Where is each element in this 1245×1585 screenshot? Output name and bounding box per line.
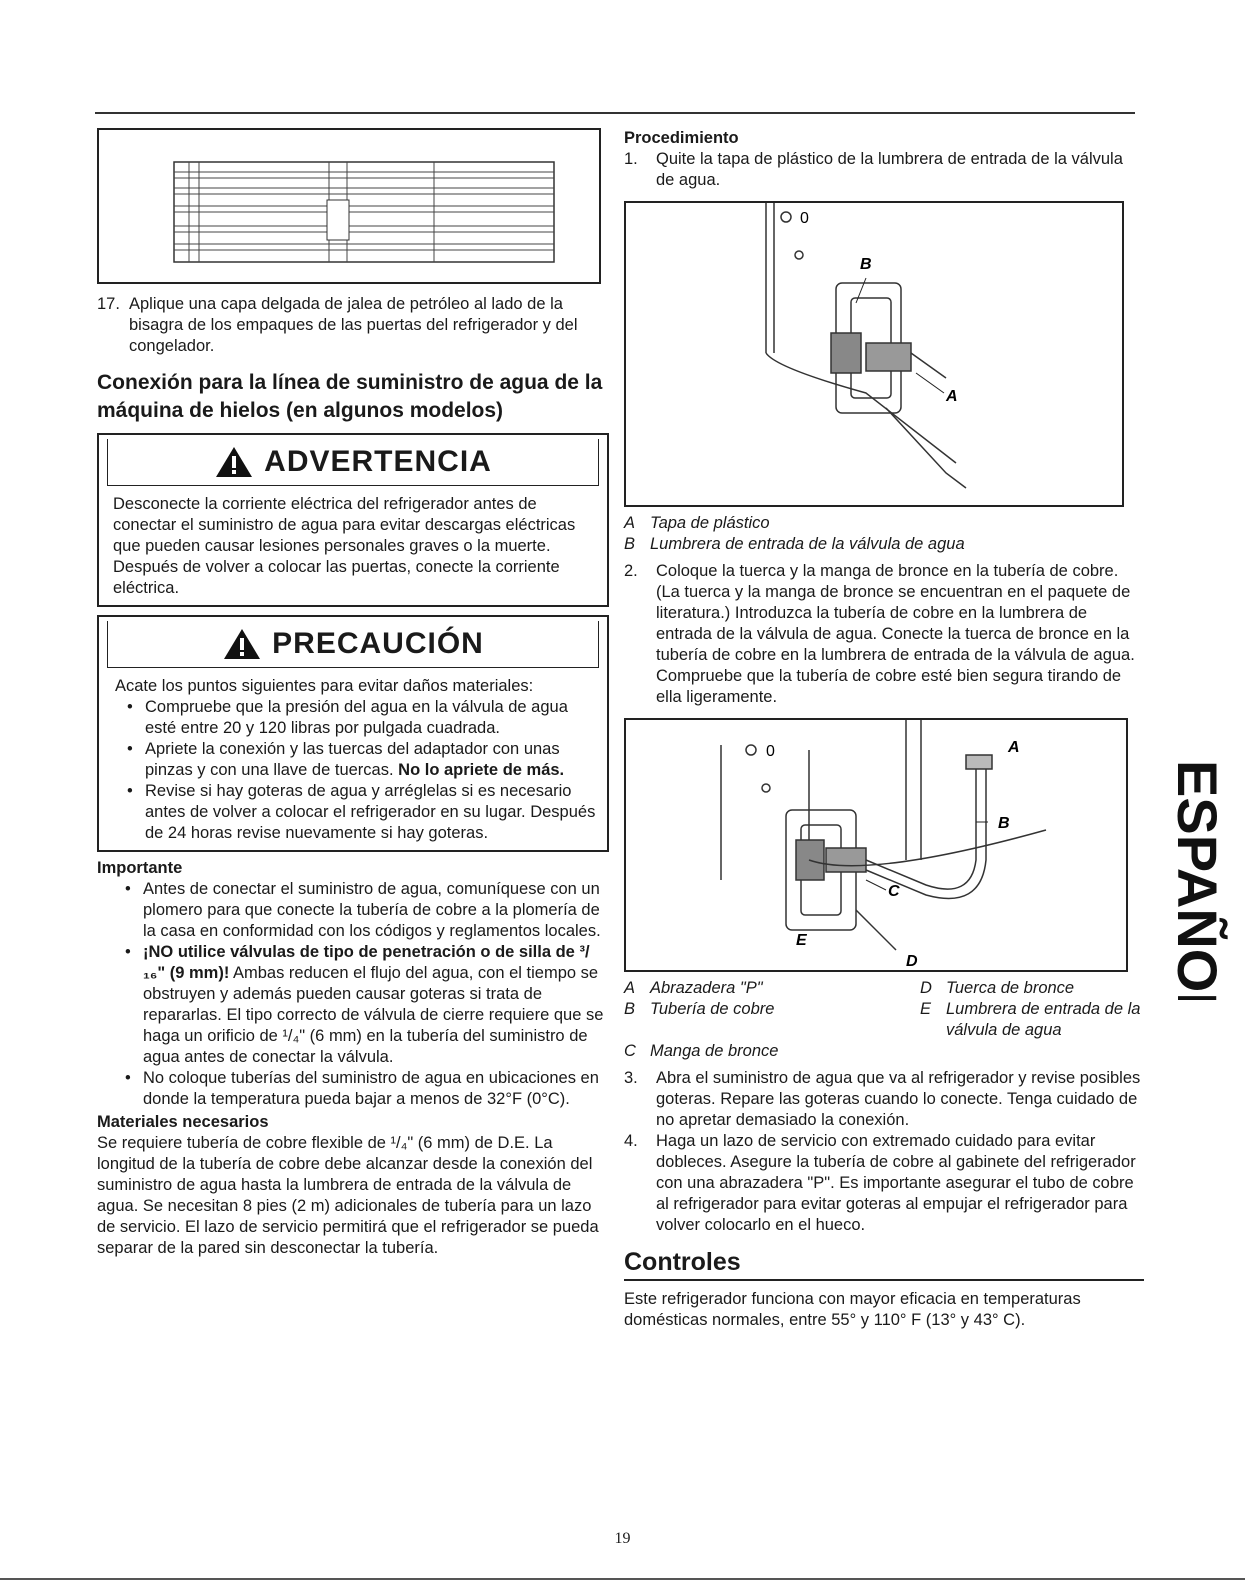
important-item: • Antes de conectar el suministro de agua, comuníquese con un plomero para que conecte la tubería de cobre a la plomería de la casa en conformidad con los códigos y reglamentos locales.	[125, 880, 601, 940]
valve-inlet-figure	[624, 201, 1124, 507]
controls-title: Controles	[624, 1248, 1144, 1281]
warning-box	[97, 433, 609, 607]
step-17-number: 17.	[97, 295, 120, 313]
step-17	[97, 294, 609, 357]
caution-triangle-icon	[222, 627, 262, 661]
step-3-text: Abra el suministro de agua que va al refrigerador y revise posibles goteras. Repare las goteras cuando lo conecte. Tenga cuidado de no apretar demasiado la conexión.	[656, 1069, 1141, 1129]
warning-triangle-icon	[214, 445, 254, 479]
materials-title: Materiales necesarios	[97, 1113, 269, 1131]
warning-text: Desconecte la corriente eléctrica del refrigerador antes de conectar el suministro de agua para evitar descargas eléctricas que pueden causar lesiones personales graves o la muerte. Después de volver a colocar las puertas, conecte la corriente eléctrica.	[113, 495, 576, 597]
svg-text:0: 0	[800, 210, 809, 227]
step-2-number: 2.	[624, 562, 638, 580]
bottom-rule	[0, 1578, 1245, 1580]
step-1	[624, 149, 1144, 191]
fig2-label-b: B	[998, 815, 1010, 832]
step-1-text: Quite la tapa de plástico de la lumbrera de entrada de la válvula de agua.	[656, 150, 1123, 189]
figure-2-legend: A Abrazadera "P" D Tuerca de bronce B Tubería de cobre E Lumbrera de entrada de la válvula de agua C Manga de bronce	[624, 979, 1141, 1060]
controls-text: Este refrigerador funciona con mayor eficacia en temperaturas domésticas normales, entre 55° y 110° F (13° y 43° C).	[624, 1290, 1081, 1329]
page-number: 19	[614, 1530, 631, 1547]
svg-text:0: 0	[766, 743, 775, 760]
tubing-connection-figure	[624, 718, 1128, 972]
step-4	[624, 1131, 1144, 1236]
caution-title: PRECAUCIÓN	[272, 627, 484, 660]
fig1-label-b: B	[860, 256, 872, 273]
tubing-connection-illustration	[626, 720, 1126, 970]
caution-item: • Compruebe que la presión del agua en la válvula de agua esté entre 20 y 120 libras por pulgada cuadrada.	[127, 698, 568, 737]
left-column	[97, 128, 609, 1259]
step-1-number: 1.	[624, 150, 638, 168]
fig2-label-a: A	[1008, 739, 1020, 756]
warning-title: ADVERTENCIA	[264, 445, 492, 478]
caution-item: • Revise si hay goteras de agua y arréglelas si es necesario antes de volver a colocar el refrigerador en su lugar. Después de 24 horas revise nuevamente si hay goteras.	[127, 782, 596, 842]
step-4-number: 4.	[624, 1132, 638, 1150]
caution-intro: Acate los puntos siguientes para evitar daños materiales:	[115, 677, 534, 695]
caution-header	[107, 621, 599, 668]
fig2-label-e: E	[796, 932, 807, 949]
important-list	[97, 879, 609, 1110]
step-17-text: Aplique una capa delgada de jalea de petróleo al lado de la bisagra de los empaques de las puertas del refrigerador y del congelador.	[129, 295, 578, 355]
language-side-tab	[1160, 760, 1245, 1000]
side-tab-text: ESPAÑOL	[1166, 760, 1229, 1000]
legend-row: A Tapa de plástico	[624, 514, 770, 532]
section-title: Conexión para la línea de suministro de agua de la máquina de hielos (en algunos modelos)	[97, 371, 603, 422]
step-4-text: Haga un lazo de servicio con extremado cuidado para evitar dobleces. Asegure la tubería de cobre al gabinete del refrigerador con una abrazadera "P". Es importante asegurar el tubo de cobre al refrigerador para evitar goteras al empujar el refrigerador para volver colocarlo en el hueco.	[656, 1132, 1136, 1234]
caution-item: • Apriete la conexión y las tuercas del adaptador con unas pinzas y con una llave de tuercas. No lo apriete de más.	[127, 740, 565, 779]
step-2	[624, 561, 1144, 708]
fig1-label-a: A	[946, 388, 958, 405]
materials-text: Se requiere tubería de cobre flexible de ¹/₄" (6 mm) de D.E. La longitud de la tubería de cobre debe alcanzar desde la conexión del suministro de agua hasta la lumbrera de entrada de la válvula de agua. Se necesitan 8 pies (2 m) adicionales de tubería para un lazo de servicio. El lazo de servicio permitirá que el refrigerador se pueda separar de la pared sin desconectar la tubería.	[97, 1134, 599, 1257]
right-column	[624, 128, 1144, 1331]
procedure-title: Procedimiento	[624, 129, 739, 147]
gasket-figure	[97, 128, 601, 284]
important-item: • ¡NO utilice válvulas de tipo de penetración o de silla de ³/₁₆" (9 mm)! Ambas reducen el flujo del agua, con el tiempo se obstruyen y además pueden causar goteras si trata de repararlas. El tipo correcto de válvula de cierre requiere que se haga un orificio de ¹/₄" (6 mm) en la tubería del suministro de agua antes de conectar la válvula.	[125, 943, 604, 1066]
figure-1-legend	[624, 513, 1144, 555]
warning-header	[107, 439, 599, 486]
fig2-label-c: C	[888, 883, 900, 900]
caution-box	[97, 615, 609, 852]
step-2-text: Coloque la tuerca y la manga de bronce en la tubería de cobre. (La tuerca y la manga de bronce se encuentran en el paquete de literatura.) Introduzca la tubería de cobre en la lumbrera de entrada de la válvula de agua. Conecte la tuerca de bronce en la tubería de cobre en la lumbrera de entrada de la válvula de agua. Compruebe que la tubería de cobre esté bien segura tirando de ella ligeramente.	[656, 562, 1135, 706]
caution-list	[115, 697, 601, 844]
fig2-label-d: D	[906, 953, 918, 970]
important-title: Importante	[97, 859, 183, 877]
legend-row: B Lumbrera de entrada de la válvula de agua	[624, 535, 965, 553]
important-item: • No coloque tuberías del suministro de agua en ubicaciones en donde la temperatura pueda bajar a menos de 32°F (0°C).	[125, 1069, 599, 1108]
step-3-number: 3.	[624, 1069, 638, 1087]
step-3	[624, 1068, 1144, 1131]
door-gasket-illustration	[99, 130, 599, 282]
valve-inlet-illustration	[626, 203, 1122, 505]
top-rule	[95, 112, 1135, 114]
